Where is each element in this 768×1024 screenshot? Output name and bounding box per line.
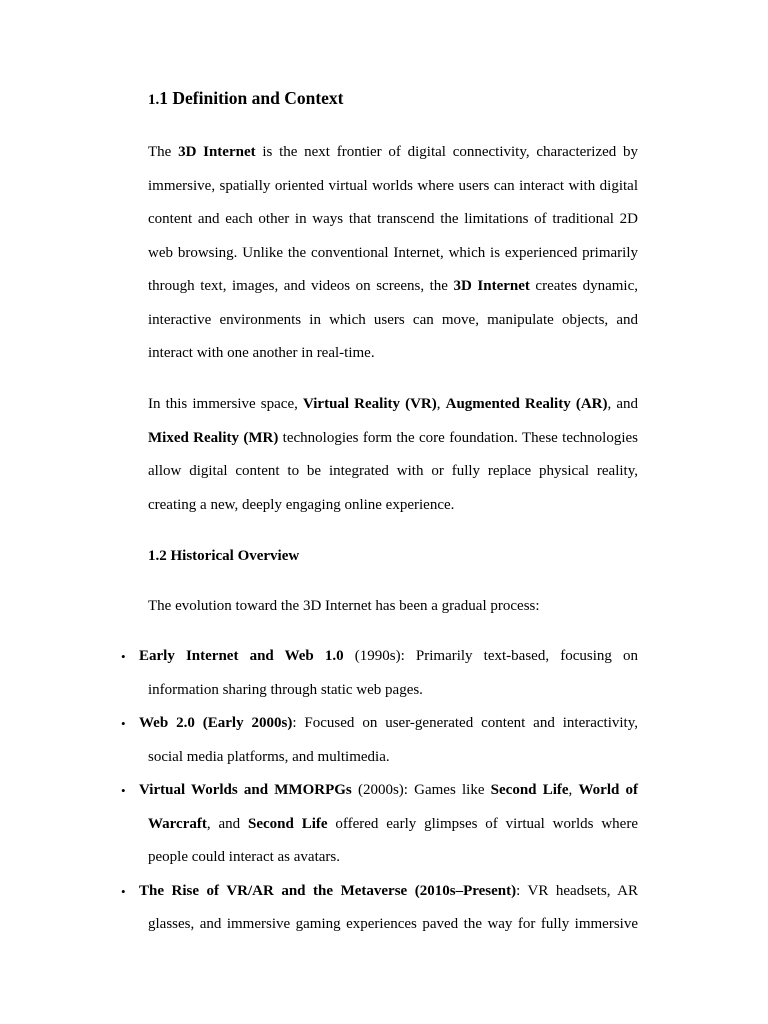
bullet-continuation: social media platforms, and multimedia.: [148, 748, 390, 765]
bold-term: Virtual Worlds and MMORPGs: [139, 782, 352, 798]
bullet-continuation: glasses, and immersive gaming experiences paved the way for fully immersive: [148, 916, 638, 932]
bullet-list: [0, 640, 768, 942]
bullet-marker: •: [121, 649, 126, 664]
bold-term: Augmented Reality (AR): [445, 396, 608, 412]
bold-term: The Rise of VR/AR and the Metaverse (2010s–Present): [139, 882, 517, 899]
bullet-first-line: [139, 774, 638, 808]
bullet-marker: •: [121, 883, 126, 899]
bullet-first-line: [139, 640, 638, 674]
text-run: is the next frontier of digital connectivity, characterized by immersive, spatially oriented virtual worlds where users can interact with digital content and each other in ways that transcend the limitations of traditional 2D web browsing. Unlike the conventional Internet, which is experienced primarily through text, images, and videos on screens, the: [148, 144, 639, 294]
text-run: technologies form the core foundation. These technologies allow digital content to be integrated with or fully replace physical reality, creating a new, deeply engaging online experience.: [148, 429, 638, 513]
list-item: [0, 640, 768, 707]
text-run: , and: [206, 815, 248, 832]
text-run: ,: [568, 782, 579, 798]
bullet-continuation: people could interact as avatars.: [148, 849, 340, 865]
bold-term: Early Internet and Web 1.0: [139, 648, 344, 664]
bold-term: Warcraft: [148, 815, 207, 832]
text-run: offered early glimpses of virtual worlds where: [327, 815, 638, 832]
text-run: (2000s): Games like: [351, 782, 491, 798]
text-run: : Focused on user-generated content and interactivity,: [292, 715, 638, 731]
text-run: ,: [436, 396, 446, 412]
bullet-first-line: [139, 875, 638, 909]
list-item: [0, 707, 768, 774]
text-run: : VR headsets, AR: [516, 882, 639, 899]
section-heading-1-1: [148, 87, 344, 111]
text-run: The: [148, 144, 179, 160]
bullet-continuation: [148, 808, 638, 842]
bold-term: 3D Internet: [453, 278, 530, 294]
bold-term: Virtual Reality (VR): [302, 396, 437, 412]
paragraph-evolution-intro: The evolution toward the 3D Internet has been a gradual process:: [148, 598, 540, 614]
list-item: [0, 875, 768, 942]
bold-term: Second Life: [490, 782, 569, 798]
text-run: (1990s): Primarily text-based, focusing on: [343, 648, 638, 664]
bold-term: 3D Internet: [178, 144, 256, 160]
bullet-marker: •: [121, 716, 126, 731]
bold-term: Web 2.0 (Early 2000s): [139, 715, 293, 731]
section-title: 1 Definition and Context: [159, 88, 344, 108]
section-heading-1-2: 1.2 Historical Overview: [148, 548, 300, 564]
text-run: In this immersive space,: [148, 396, 303, 412]
section-number: 1.: [148, 92, 160, 108]
paragraph-definition: [148, 136, 638, 371]
bold-term: World of: [578, 782, 639, 798]
bullet-first-line: [139, 707, 638, 741]
bullet-marker: •: [121, 783, 126, 798]
bold-term: Mixed Reality (MR): [148, 429, 279, 446]
bold-term: Second Life: [248, 815, 328, 832]
list-item: [0, 774, 768, 875]
text-run: creates dynamic, interactive environments in which users can move, manipulate objects, and interact with one another in real-time.: [148, 278, 638, 361]
paragraph-technologies: [148, 388, 638, 522]
bullet-continuation: information sharing through static web pages.: [148, 681, 423, 698]
text-run: , and: [607, 396, 638, 412]
